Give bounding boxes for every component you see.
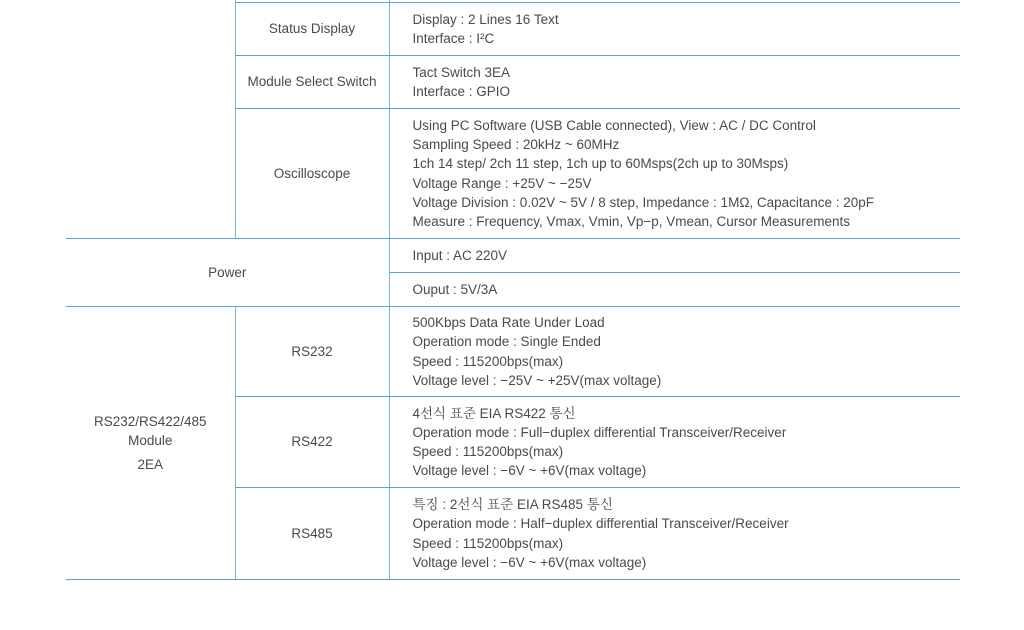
- description-cell: [389, 397, 960, 488]
- sub-category-cell: [235, 307, 389, 397]
- description-line: Voltage level : −25V ~ +25V(max voltage): [412, 372, 662, 388]
- description-line: Voltage level : −6V ~ +6V(max voltage): [412, 554, 647, 570]
- description-line: 4선식 표준 EIA RS422 통신: [412, 405, 576, 421]
- description-line: 특징 : 2선식 표준 EIA RS485 통신: [412, 497, 613, 513]
- category-label: Module: [128, 433, 173, 449]
- description-line: Operation mode : Full−duplex differential Transceiver/Receiver: [412, 424, 787, 440]
- sub-category-label: RS232: [291, 343, 333, 359]
- description-line: Tact Switch 3EA: [412, 64, 511, 80]
- category-label: RS232/RS422/485: [93, 414, 207, 430]
- spec-table: [66, 0, 960, 580]
- category-label: Power: [208, 264, 247, 280]
- description-line: Operation mode : Single Ended: [412, 334, 601, 350]
- description-line: Sampling Speed : 20kHz ~ 60MHz: [412, 137, 620, 153]
- description-line: 1ch 14 step/ 2ch 11 step, 1ch up to 60Msps(2ch up to 30Msps): [412, 156, 789, 172]
- description-line: Voltage Range : +25V ~ −25V: [412, 175, 592, 191]
- module-category-cell: [66, 307, 235, 580]
- sub-category-label: Status Display: [268, 21, 356, 37]
- description-line: Interface : I²C: [412, 31, 495, 46]
- sub-category-label: RS422: [291, 434, 333, 450]
- description-cell: [389, 307, 960, 397]
- description-line: Speed : 115200bps(max): [412, 444, 564, 459]
- table-row: [66, 307, 960, 397]
- category-count: 2EA: [137, 456, 164, 472]
- power-category-cell: [66, 239, 389, 307]
- description-cell: [389, 239, 960, 273]
- sub-category-cell: [235, 56, 389, 109]
- sub-category-label: RS485: [291, 525, 333, 541]
- description-cell: [389, 3, 960, 56]
- description-line: Voltage Division : 0.02V ~ 5V / 8 step, Impedance : 1MΩ, Capacitance : 20pF: [412, 194, 874, 210]
- sub-category-cell: [235, 109, 389, 239]
- description-line: 500Kbps Data Rate Under Load: [412, 315, 605, 331]
- table-row: [66, 239, 960, 273]
- description-line: Voltage level : −6V ~ +6V(max voltage): [412, 463, 647, 479]
- description-line: Ouput : 5V/3A: [412, 281, 498, 297]
- description-line: Display : 2 Lines 16 Text: [412, 11, 559, 27]
- description-cell: [389, 273, 960, 307]
- description-line: Input : AC 220V: [412, 247, 508, 263]
- description-cell: [389, 56, 960, 109]
- description-line: Speed : 115200bps(max): [412, 535, 564, 551]
- description-line: Using PC Software (USB Cable connected), View : AC / DC Control: [412, 117, 816, 133]
- description-cell: [389, 488, 960, 580]
- sub-category-cell: [235, 488, 389, 580]
- sub-category-label: Oscilloscope: [273, 165, 351, 181]
- description-line: Interface : GPIO: [412, 84, 511, 99]
- sub-category-cell: [235, 397, 389, 488]
- description-line: Speed : 115200bps(max): [412, 353, 564, 369]
- sub-category-label: Module Select Switch: [247, 74, 377, 90]
- description-line: Operation mode : Half−duplex differential Transceiver/Receiver: [412, 516, 789, 532]
- sub-category-cell: [235, 3, 389, 56]
- description-cell: [389, 109, 960, 239]
- description-line: Measure : Frequency, Vmax, Vmin, Vp−p, Vmean, Cursor Measurements: [412, 213, 851, 229]
- category-cell-empty: [66, 0, 235, 239]
